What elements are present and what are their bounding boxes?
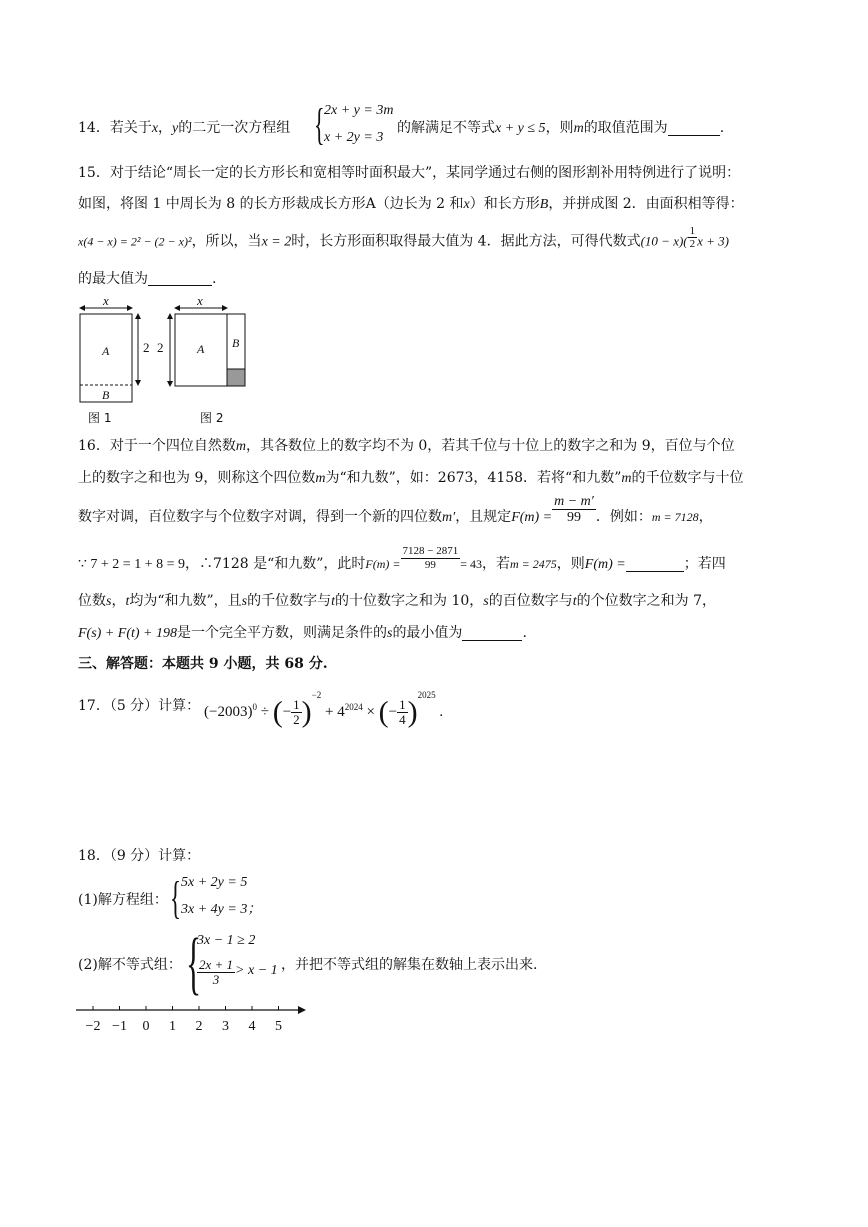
period: .: [439, 704, 444, 720]
q16-text: 16．对于一个四位自然数: [78, 438, 236, 454]
comma: ，: [698, 508, 713, 525]
left-brace: {: [170, 872, 182, 923]
fig1-x-label: x: [103, 294, 109, 308]
var-y: y: [172, 121, 179, 136]
q16-line-3: [78, 494, 713, 526]
fig1-label-B: B: [102, 388, 110, 402]
q16-text: ，且规定: [455, 508, 512, 525]
fig2-side-label: 2: [157, 340, 164, 355]
q16-text: 位数: [78, 593, 106, 609]
answer-blank[interactable]: [626, 557, 684, 572]
fraction-quarter: [397, 698, 408, 728]
figure-1: [80, 294, 150, 425]
var-m: m: [315, 471, 326, 486]
var-m: m: [621, 471, 632, 486]
q18-part-2: (2)解不等式组：: [78, 957, 182, 973]
exponent: 2024: [344, 702, 363, 712]
q16-text: ，若: [482, 556, 510, 572]
fraction-definition: [552, 494, 596, 526]
minus: −: [388, 704, 398, 720]
left-brace: {: [186, 925, 202, 1002]
tick-label: 5: [275, 1019, 282, 1034]
q16-text: 是一个完全平方数，则满足条件的: [176, 625, 387, 641]
period: .: [522, 625, 527, 641]
figure-2: [157, 294, 245, 425]
answer-blank[interactable]: [148, 271, 212, 286]
numerator: 1: [399, 696, 406, 712]
q14-equation-1: 2x + y = 3m: [324, 103, 394, 118]
var-s: s: [106, 594, 112, 609]
F-of-m: F(m) =: [511, 509, 553, 525]
denominator: 99: [566, 510, 581, 526]
q16-text: 数字对调，百位数字与个位数字对调，得到一个新的四位数: [78, 508, 442, 525]
semicolon: ；: [247, 902, 262, 917]
q16-text: 为“和九数”，如：2673，4158．若将“和九数”: [325, 470, 622, 486]
q16-text: ，则: [556, 556, 585, 572]
answer-blank[interactable]: [668, 121, 720, 136]
q16-text: 的最小值为: [392, 625, 463, 641]
q14-text: 若关于: [109, 120, 152, 136]
fraction-half: [688, 225, 698, 250]
q15-text: ，并拼成图 2．由面积相等得：: [548, 196, 744, 212]
q18-label: 18．（9 分）计算：: [78, 848, 201, 864]
fig2-label-A: A: [197, 342, 205, 356]
q14-number: 14．: [78, 120, 110, 136]
q16-text: ．例如：: [595, 508, 652, 525]
numerator: m − m′: [554, 494, 594, 509]
q16-example: m = 7128: [651, 509, 699, 524]
q18-equation-1: 5x + 2y = 5: [181, 875, 248, 890]
F-of-m: F(m) =: [365, 557, 401, 571]
q14-equation-2: x + 2y = 3: [324, 130, 384, 145]
q18-inequality-1: 3x − 1 ≥ 2: [197, 933, 256, 948]
numerator: 2x + 1: [199, 957, 234, 972]
exponent: −2: [311, 690, 322, 700]
denominator: 99: [424, 558, 436, 571]
q16-text: 的十位数字之和为 10，: [335, 593, 484, 609]
fraction-half: [291, 698, 302, 728]
q14-tail: [397, 121, 724, 136]
var-m: m: [573, 121, 584, 136]
var-B: B: [539, 197, 549, 212]
q16-line-5: [78, 594, 716, 609]
paren: (: [272, 695, 283, 729]
numerator: 7128 − 2871: [402, 545, 459, 558]
answer-blank[interactable]: [462, 626, 522, 641]
var-t: t: [572, 594, 577, 609]
tick-label: 1: [169, 1019, 176, 1034]
arrow-icon: [298, 1006, 306, 1014]
rhs: > x − 1: [235, 963, 278, 978]
q15-text: ，所以，当: [191, 233, 262, 250]
q17-label: 17．（5 分）计算：: [78, 698, 201, 714]
var-m-prime: m′: [442, 509, 456, 525]
left-brace: {: [314, 100, 325, 149]
paren: (: [378, 695, 389, 729]
q16-line-1: [78, 439, 735, 454]
tick-label: −2: [85, 1019, 101, 1034]
q18-equation-2: [181, 903, 261, 917]
fig1-caption: 图 1: [88, 411, 112, 425]
q15-line-1: 15．对于结论“周长一定的长方形长和宽相等时面积最大”，某同学通过右侧的图形割补用特例进行了说明：: [78, 165, 741, 181]
denominator: 3: [212, 972, 220, 988]
q14-text2: 的二元一次方程组: [178, 120, 291, 136]
q15-line-4: [78, 271, 216, 286]
section-heading: 三、解答题：本题共 9 小题，共 68 分.: [78, 656, 328, 672]
q16-text: ，∴7128 是“和九数”，此时: [185, 556, 366, 572]
paren: ): [301, 695, 312, 729]
var-x: x: [151, 121, 159, 136]
fraction-example: [401, 545, 461, 570]
q14-inequality: x + y ≤ 5: [495, 121, 546, 136]
fig2-label-B: B: [232, 336, 240, 350]
fig1-side-label: 2: [143, 340, 150, 355]
q16-text: 均为“和九数”，且: [129, 593, 242, 609]
q16-text: 的千位数字与十位: [631, 470, 744, 486]
q14-text5: 的取值范围为: [583, 120, 668, 136]
q16-text: 的百位数字与: [488, 593, 573, 609]
var-t: t: [331, 594, 336, 609]
var-m: m: [235, 439, 246, 454]
var-s: s: [386, 626, 393, 641]
tick-label: 3: [222, 1019, 229, 1034]
fig1-label-A: A: [102, 344, 110, 358]
q15-formula: x(4 − x) = 2² − (2 − x)²: [78, 234, 192, 249]
q15-line-3: [78, 225, 729, 251]
q16-given: m = 2475: [510, 557, 557, 571]
q15-condition: x = 2: [261, 234, 292, 250]
q15-text: 如图，将图 1 中周长为 8 的长方形裁成长方形A（边长为 2 和: [78, 196, 464, 212]
q15-text: ）和长方形: [469, 196, 540, 212]
q16-text: ；若四: [683, 556, 726, 572]
q15-expression: x + 3): [697, 233, 729, 249]
period: .: [719, 120, 725, 136]
equation: 3x + 4y = 3: [181, 902, 248, 917]
q16-expression: F(s) + F(t) + 198: [78, 626, 177, 641]
denominator: 2: [293, 712, 300, 728]
minus: −: [282, 704, 292, 720]
fig2-x-label: x: [197, 294, 203, 308]
var-t: t: [125, 594, 130, 609]
base: (−2003): [204, 704, 253, 720]
tick-label: 0: [142, 1019, 150, 1034]
comma: ，: [111, 593, 126, 609]
number-line: [70, 1000, 310, 1040]
numerator: 1: [689, 225, 696, 237]
comma: ，: [158, 120, 173, 136]
q18-part-1: (1)解方程组：: [78, 892, 168, 908]
q16-text: ，其各数位上的数字均不为 0，若其千位与十位上的数字之和为 9，百位与个位: [245, 438, 735, 454]
q15-line-2: [78, 197, 744, 212]
figures: [70, 294, 260, 428]
fraction: [197, 958, 235, 988]
denominator: 4: [399, 712, 406, 728]
paren: ): [407, 695, 418, 729]
plus-term: + 4: [324, 704, 345, 720]
q16-text: 上的数字之和也为 9，则称这个四位数: [78, 470, 316, 486]
q18-inequality-2: [197, 958, 278, 988]
F-of-m: F(m) =: [584, 557, 626, 572]
exponent: 0: [252, 702, 257, 712]
q16-text: 的个位数字之和为 7，: [576, 593, 716, 609]
q16-text: 的千位数字与: [247, 593, 332, 609]
q14-text4: ，则: [545, 120, 574, 136]
exponent: 2025: [417, 690, 436, 700]
tick-label: 2: [195, 1019, 203, 1034]
q18-instruction: ，并把不等式组的解集在数轴上表示出来.: [281, 957, 538, 973]
var-s: s: [241, 594, 248, 609]
numerator: 1: [293, 696, 300, 712]
var-s: s: [483, 594, 489, 609]
q16-result: = 43: [460, 557, 482, 571]
q14-text3: 的解满足不等式: [397, 120, 495, 136]
tick-label: −1: [112, 1019, 127, 1034]
period: .: [212, 271, 217, 287]
q16-line-4: [78, 545, 726, 572]
q16-line-6: [78, 626, 527, 641]
q15-text: 的最大值为: [78, 271, 148, 287]
q16-sum: ∵ 7 + 2 = 1 + 8 = 9: [78, 557, 185, 572]
denominator: 2: [689, 238, 696, 251]
divide-sign: ÷: [260, 704, 269, 720]
var-x: x: [463, 197, 470, 212]
q17-expression: [204, 691, 443, 728]
fig2-caption: 图 2: [200, 411, 224, 425]
q15-text: 时，长方形面积取得最大值为 4．据此方法，可得代数式: [291, 233, 641, 250]
q15-expression: (10 − x)(: [640, 233, 688, 249]
times-sign: ×: [366, 704, 375, 720]
tick-label: 4: [248, 1019, 256, 1034]
q16-line-2: [78, 471, 744, 486]
